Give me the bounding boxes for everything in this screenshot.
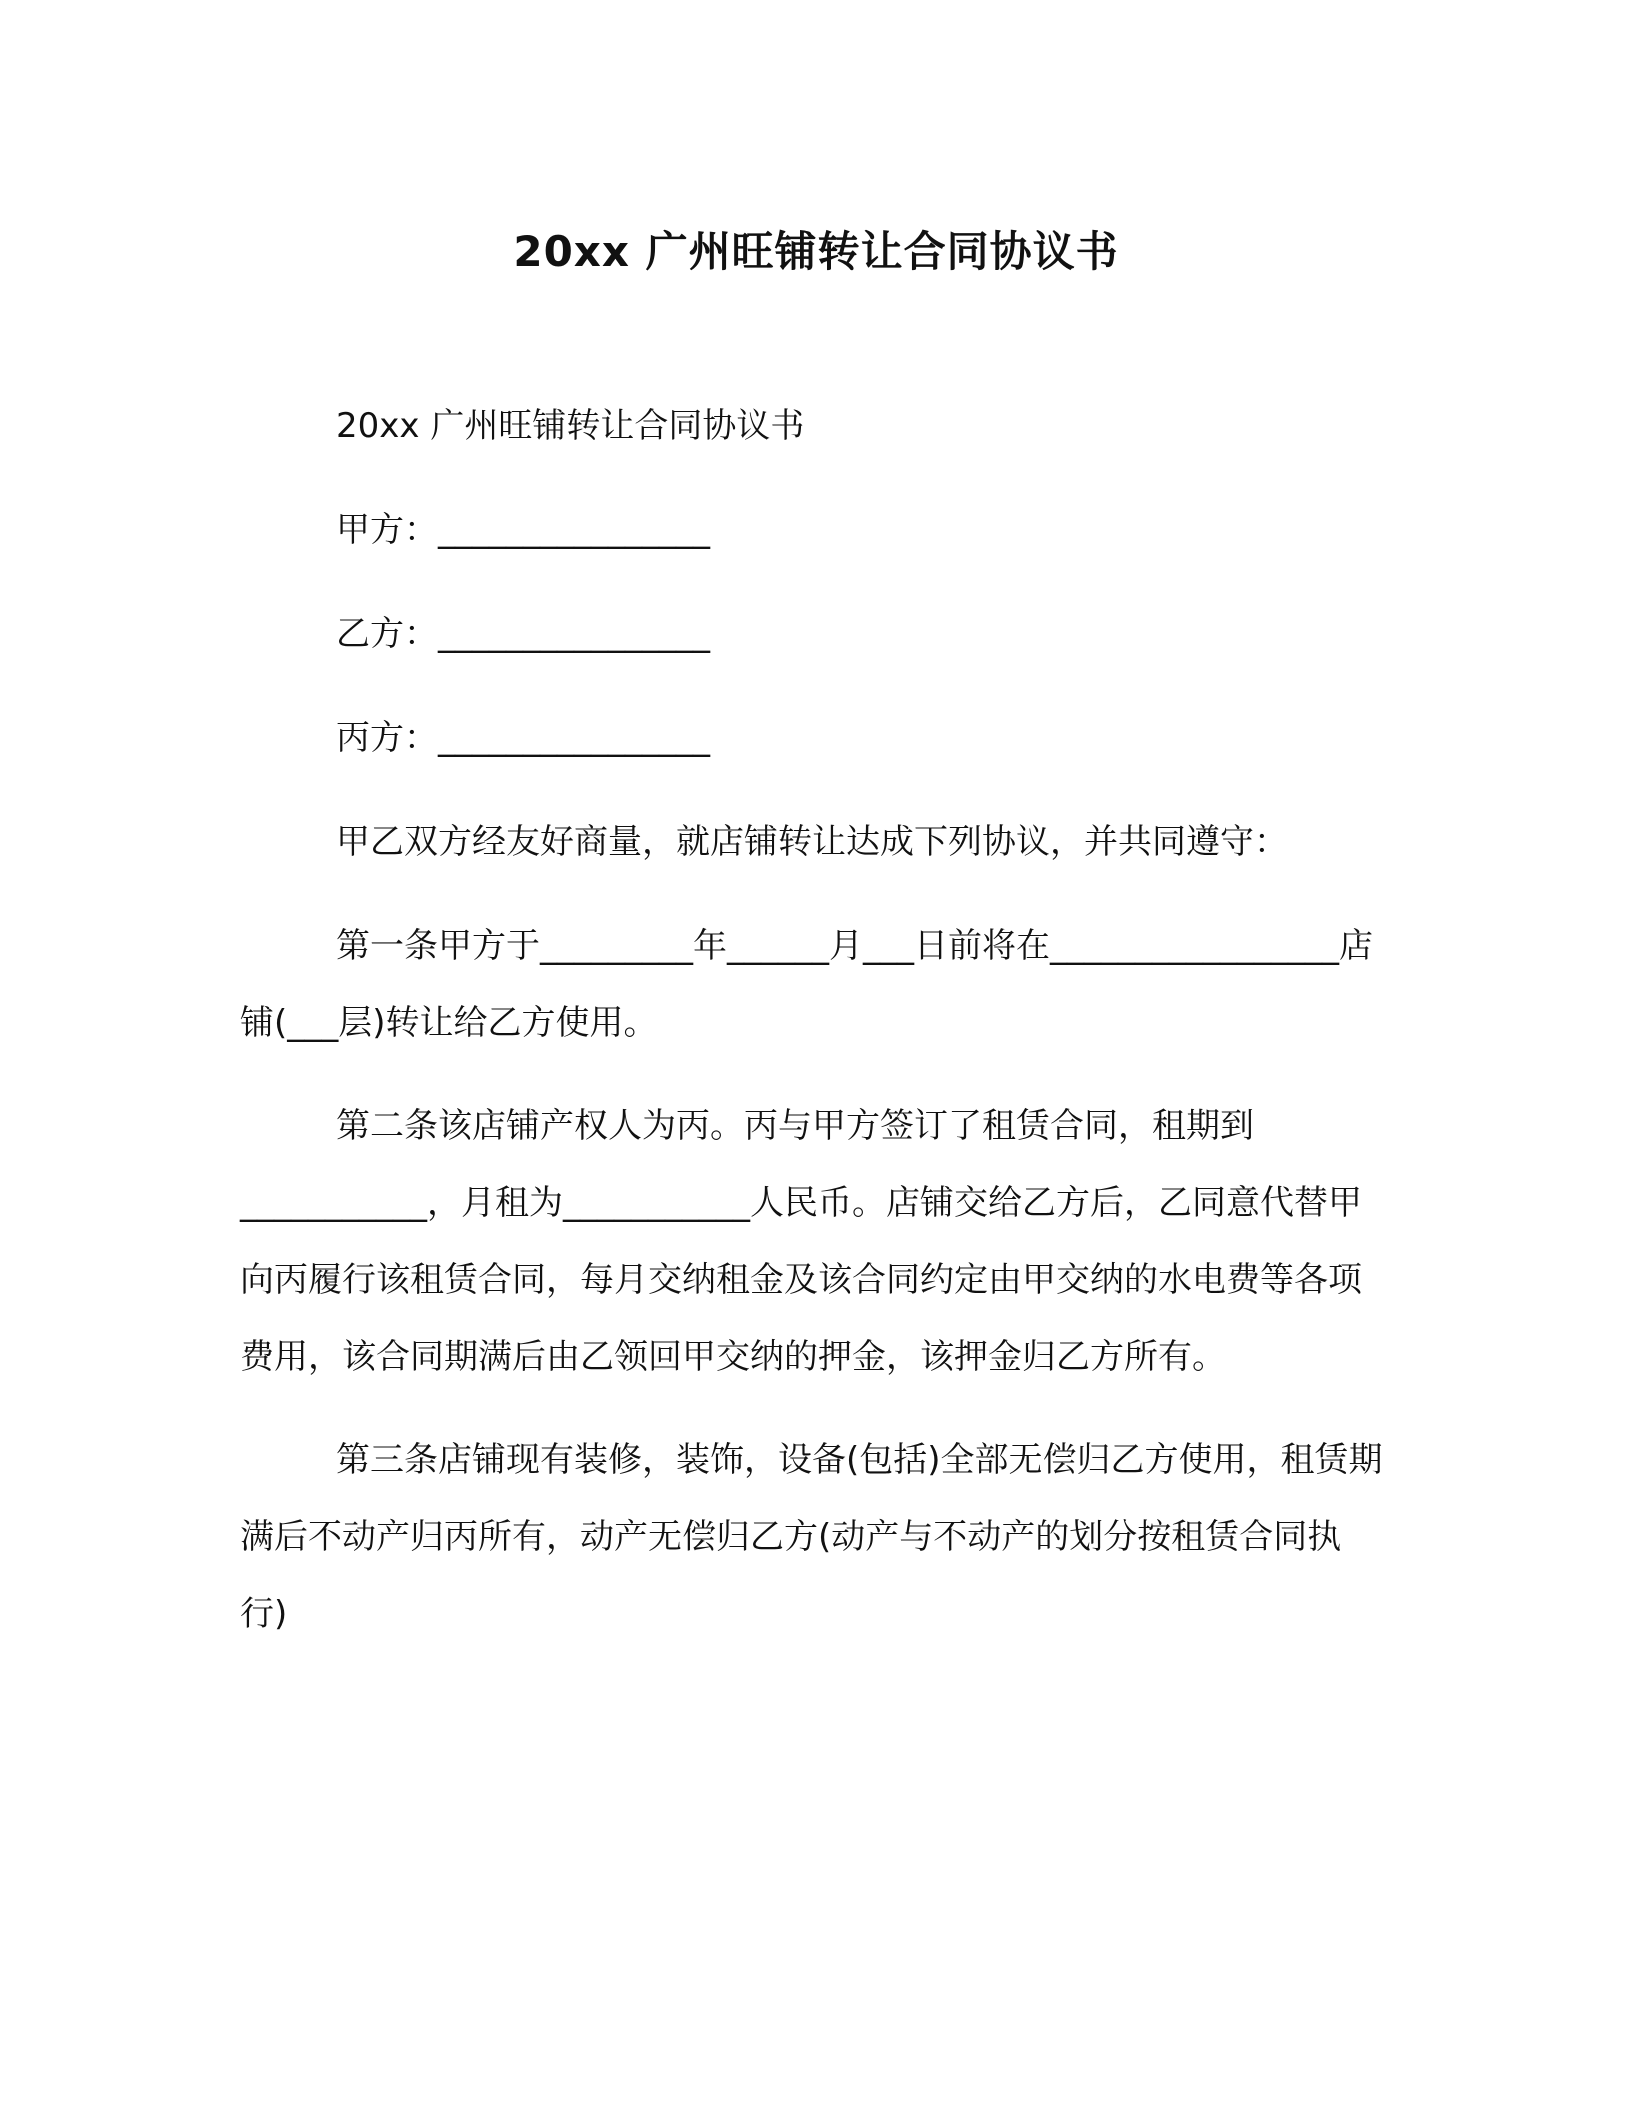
party-c-line: 丙方：________________	[336, 718, 710, 758]
document-body	[240, 388, 1386, 1679]
article-2-paragraph: 第二条该店铺产权人为丙。丙与甲方签订了租赁合同，租期到___________，月租为___________人民币。店铺交给乙方后，乙同意代替甲向丙履行该租赁合同，每月交纳租金及该合同约定由甲交纳的水电费等各项费用，该合同期满后由乙领回甲交纳的押金，该押金归乙方所有。	[240, 1106, 1362, 1377]
article-1-paragraph: 第一条甲方于_________年______月___日前将在_________________店铺(___层)转让给乙方使用。	[240, 926, 1373, 1043]
party-a-line: 甲方：________________	[336, 510, 710, 550]
intro-paragraph: 甲乙双方经友好商量，就店铺转让达成下列协议，并共同遵守：	[336, 822, 1288, 862]
article-3-paragraph: 第三条店铺现有装修，装饰，设备(包括)全部无偿归乙方使用，租赁期满后不动产归丙所有，动产无偿归乙方(动产与不动产的划分按租赁合同执行)	[240, 1440, 1383, 1634]
party-b-line: 乙方：________________	[336, 614, 710, 654]
document-title: 20xx 广州旺铺转让合同协议书	[513, 227, 1119, 276]
document-subtitle: 20xx 广州旺铺转让合同协议书	[336, 406, 805, 446]
